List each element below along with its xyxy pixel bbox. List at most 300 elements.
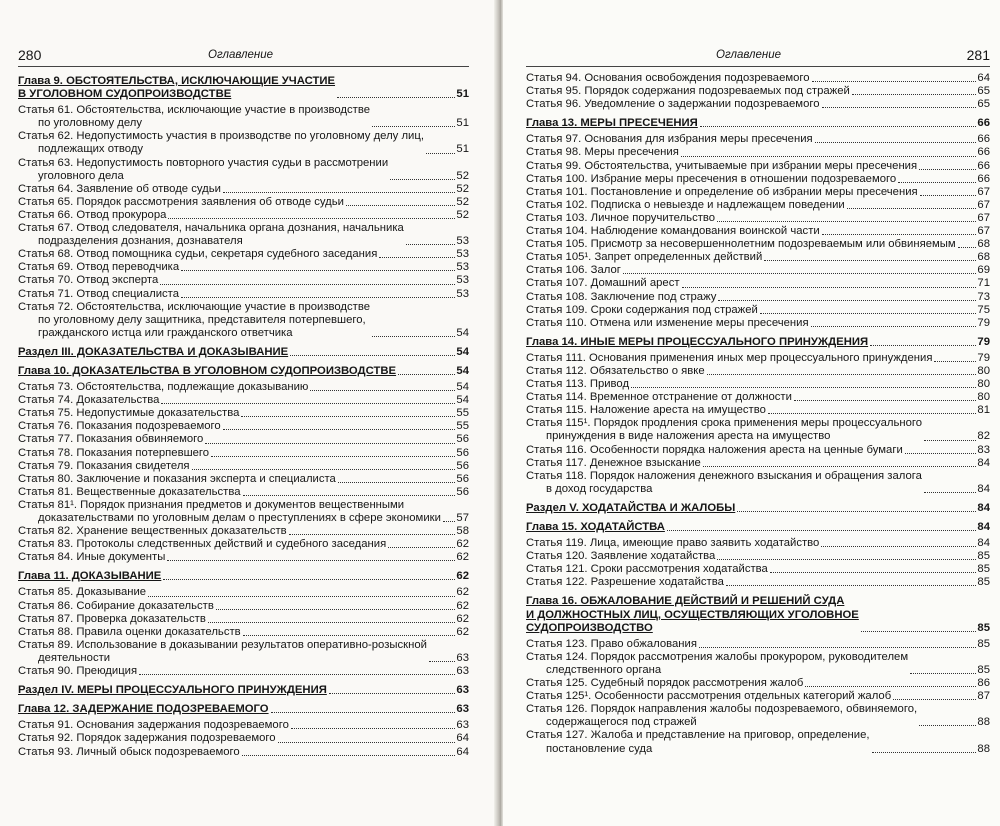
toc-entry <box>18 274 469 287</box>
dot-leader <box>223 191 455 193</box>
dot-leader <box>910 672 976 674</box>
toc-page-number: 55 <box>456 407 469 420</box>
toc-entry <box>18 222 469 248</box>
dot-leader <box>699 646 976 648</box>
dot-leader <box>870 344 976 346</box>
dot-leader <box>707 373 977 375</box>
toc-entry <box>18 499 469 525</box>
dot-leader <box>426 152 455 154</box>
toc-entry <box>526 98 990 111</box>
toc-entry <box>526 378 990 391</box>
toc-entry <box>18 183 469 196</box>
toc-entry-line: в доход государства <box>546 482 653 495</box>
dot-leader <box>243 634 456 636</box>
toc-entry-title <box>18 274 158 287</box>
toc-entry-title <box>526 251 762 264</box>
toc-entry <box>526 225 990 238</box>
toc-entry-line: Статья 93. Личный обыск подозреваемого <box>18 745 240 758</box>
dot-leader <box>242 754 456 756</box>
toc-entry <box>526 563 990 576</box>
toc-entry-title <box>526 238 956 251</box>
toc-page-number: 73 <box>977 290 990 303</box>
toc-page-number: 69 <box>977 264 990 277</box>
dot-leader <box>398 373 455 375</box>
toc-entry-title <box>526 212 715 225</box>
dot-leader <box>271 711 456 713</box>
toc-page-number: 56 <box>456 459 469 472</box>
dot-leader <box>379 256 455 258</box>
toc-entry-line: Статья 72. Обстоятельства, исключающие участие в производстве <box>18 300 370 313</box>
running-head-title: Оглавление <box>208 49 273 61</box>
toc-entry-line: Статья 83. Протоколы следственных действий и судебного заседания <box>18 538 387 551</box>
page-number: 281 <box>966 47 990 63</box>
toc-entry <box>526 404 990 417</box>
toc-page-number: 66 <box>977 172 990 185</box>
toc-page-number: 84 <box>977 501 990 514</box>
toc-page-number: 85 <box>977 663 990 676</box>
toc-entry-line: Глава 9. ОБСТОЯТЕЛЬСТВА, ИСКЛЮЧАЮЩИЕ УЧАСТИЕ <box>18 75 336 87</box>
toc-entry-line: Статья 102. Подписка о невыезде и надлежащем поведении <box>526 198 845 211</box>
toc-page-number: 88 <box>977 742 990 755</box>
toc-entry-line: Статья 61. Обстоятельства, исключающие участие в производстве <box>18 104 370 117</box>
running-header <box>526 47 990 67</box>
toc-entry-line: Статья 122. Разрешение ходатайства <box>526 576 724 589</box>
toc-entry <box>18 420 469 433</box>
toc-heading <box>18 684 469 697</box>
toc-page-number: 53 <box>456 235 469 248</box>
toc-entry-title <box>18 104 370 130</box>
toc-page-number: 53 <box>456 287 469 300</box>
toc-entry <box>526 729 990 755</box>
dot-leader <box>760 312 977 314</box>
toc-entry-title <box>526 502 735 515</box>
toc-entry <box>18 381 469 394</box>
toc-entry <box>526 444 990 457</box>
dot-leader <box>919 724 976 726</box>
dot-leader <box>726 584 977 586</box>
toc-entry <box>18 746 469 759</box>
toc-entry-title <box>18 719 289 732</box>
toc-page-number: 67 <box>977 185 990 198</box>
toc-entry-title <box>526 98 820 111</box>
toc-page-number: 63 <box>456 665 469 678</box>
toc-entry-title <box>526 576 724 589</box>
dot-leader <box>289 533 456 535</box>
toc-entry-line: Статья 65. Порядок рассмотрения заявления об отводе судьи <box>18 195 344 208</box>
toc-entry-line: Статья 68. Отвод помощника судьи, секретаря судебного заседания <box>18 248 378 261</box>
running-header <box>18 47 469 67</box>
toc-page-number: 71 <box>977 277 990 290</box>
toc-entry <box>526 251 990 264</box>
toc-entry-line: Статья 73. Обстоятельства, подлежащие доказыванию <box>18 381 309 394</box>
toc-entry-line: следственного органа <box>546 663 662 676</box>
toc-entry-line: Статья 87. Проверка доказательств <box>18 612 206 625</box>
dot-leader <box>822 106 977 108</box>
toc-entry-title <box>18 626 241 639</box>
toc-page-number: 53 <box>456 261 469 274</box>
toc-entry-line: Статья 63. Недопустимость повторного участия судьи в рассмотрении <box>18 156 389 169</box>
toc-page-number: 52 <box>456 208 469 221</box>
toc-page-number: 65 <box>977 85 990 98</box>
toc-entry-line: Статья 101. Постановление и определение об избрании меры пресечения <box>526 185 918 198</box>
toc-entry-line: постановление суда <box>546 742 653 755</box>
toc-entry <box>18 719 469 732</box>
dot-leader <box>700 125 977 127</box>
toc-entry <box>526 146 990 159</box>
dot-leader <box>764 259 976 261</box>
toc-entry <box>526 304 990 317</box>
toc-entry <box>18 407 469 420</box>
dot-leader <box>682 286 977 288</box>
toc-entry <box>18 196 469 209</box>
toc-page-number: 86 <box>977 677 990 690</box>
toc-page-number: 66 <box>977 159 990 172</box>
toc-entry-title <box>526 133 813 146</box>
toc-entry <box>526 133 990 146</box>
toc-page-number: 63 <box>456 684 469 697</box>
toc-entry-title <box>526 537 819 550</box>
dot-leader <box>924 491 977 493</box>
dot-leader <box>181 296 455 298</box>
toc-entry-line: Глава 15. ХОДАТАЙСТВА <box>526 521 665 533</box>
dot-leader <box>821 545 976 547</box>
dot-leader <box>291 727 456 729</box>
toc-page-number: 85 <box>977 563 990 576</box>
toc-entry-line: Статья 125¹. Особенности рассмотрения отдельных категорий жалоб <box>526 690 892 703</box>
toc-page-number: 62 <box>456 599 469 612</box>
toc-entry-line: Статья 95. Порядок содержания подозреваемых под стражей <box>526 85 850 98</box>
toc-entry-line: Статья 115. Наложение ареста на имущество <box>526 404 766 417</box>
dot-leader <box>822 233 977 235</box>
toc-entry-line: Статья 125. Судебный порядок рассмотрения жалоб <box>526 677 804 690</box>
toc-page-number: 51 <box>456 143 469 156</box>
toc-entry-title <box>526 595 859 634</box>
toc-entry <box>526 352 990 365</box>
toc-entry <box>526 199 990 212</box>
toc-entry <box>18 130 469 156</box>
dot-leader <box>905 452 977 454</box>
toc-page-number: 79 <box>977 351 990 364</box>
toc-entry-title <box>18 75 335 101</box>
toc-entry <box>526 238 990 251</box>
toc-page-number: 62 <box>456 586 469 599</box>
toc-entry-title <box>18 600 214 613</box>
dot-leader <box>329 692 456 694</box>
toc-page-number: 62 <box>456 570 469 583</box>
toc-page-number: 54 <box>456 345 469 358</box>
running-head-title: Оглавление <box>716 49 781 61</box>
toc-page-number: 85 <box>977 621 990 634</box>
toc-page-number: 56 <box>456 485 469 498</box>
toc-entry-title <box>526 146 679 159</box>
toc-page-number: 81 <box>977 404 990 417</box>
toc-entry-title <box>526 160 917 173</box>
toc-entry <box>18 209 469 222</box>
toc-entry-title <box>18 261 179 274</box>
toc-entry <box>526 291 990 304</box>
dot-leader <box>192 468 456 470</box>
toc-entry <box>526 391 990 404</box>
toc-entry-line: Статья 91. Основания задержания подозреваемого <box>18 719 289 732</box>
dot-leader <box>310 389 455 391</box>
toc-entry-line: Статья 67. Отвод следователя, начальника органа дознания, начальника <box>18 222 404 235</box>
toc-entry <box>526 690 990 703</box>
toc-entry <box>18 157 469 183</box>
toc-entry-title <box>526 72 810 85</box>
toc-entry-title <box>18 486 241 499</box>
dot-leader <box>160 283 455 285</box>
toc-list-left <box>18 72 469 759</box>
dot-leader <box>717 220 976 222</box>
toc-entry-title <box>526 677 803 690</box>
dot-leader <box>768 412 977 414</box>
toc-page-number: 56 <box>456 433 469 446</box>
toc-entry-line: уголовного дела <box>38 169 124 182</box>
toc-entry <box>526 470 990 496</box>
dot-leader <box>623 272 977 274</box>
toc-page-number: 52 <box>456 195 469 208</box>
toc-entry-title <box>18 473 336 486</box>
toc-heading <box>526 595 990 634</box>
toc-entry-line: Статья 124. Порядок рассмотрения жалобы прокурором, руководителем <box>526 650 909 663</box>
toc-entry-title <box>18 538 386 551</box>
toc-entry-title <box>526 703 917 729</box>
toc-entry <box>526 317 990 330</box>
toc-entry <box>526 264 990 277</box>
toc-entry-title <box>18 499 441 525</box>
toc-entry-line: Статья 96. Уведомление о задержании подозреваемого <box>526 98 820 111</box>
toc-page-number: 62 <box>456 612 469 625</box>
toc-entry-title <box>18 407 239 420</box>
toc-page-number: 79 <box>977 335 990 348</box>
toc-entry <box>526 677 990 690</box>
toc-page-number: 85 <box>977 576 990 589</box>
toc-entry-title <box>526 365 705 378</box>
toc-entry-line: Статья 110. Отмена или изменение меры пресечения <box>526 316 809 329</box>
toc-heading <box>526 336 990 349</box>
toc-entry-line: Статья 80. Заключение и показания эксперта и специалиста <box>18 472 336 485</box>
toc-page-number: 52 <box>456 169 469 182</box>
toc-entry <box>18 525 469 538</box>
toc-entry-line: Статья 100. Избрание меры пресечения в отношении подозреваемого <box>526 172 897 185</box>
toc-entry-line: Статья 94. Основания освобождения подозреваемого <box>526 72 810 84</box>
dot-leader <box>429 660 456 662</box>
toc-entry-title <box>18 732 276 745</box>
toc-entry-title <box>18 433 203 446</box>
dot-leader <box>815 141 977 143</box>
toc-entry-title <box>526 317 809 330</box>
toc-entry-title <box>526 173 896 186</box>
toc-heading <box>18 75 469 101</box>
toc-page-number: 64 <box>977 72 990 84</box>
toc-entry <box>18 551 469 564</box>
toc-entry-title <box>18 365 396 378</box>
toc-entry-line: В УГОЛОВНОМ СУДОПРОИЗВОДСТВЕ <box>18 88 232 101</box>
toc-page-number: 66 <box>977 146 990 159</box>
toc-entry-title <box>526 225 820 238</box>
toc-entry-line: Статья 105. Присмотр за несовершеннолетним подозреваемым или обвиняемым <box>526 238 956 251</box>
toc-entry <box>526 550 990 563</box>
toc-heading <box>18 365 469 378</box>
toc-entry-title <box>18 183 221 196</box>
toc-entry-title <box>18 746 240 759</box>
toc-entry-title <box>526 563 768 576</box>
toc-entry-line: Статья 71. Отвод специалиста <box>18 287 179 300</box>
dot-leader <box>388 546 455 548</box>
dot-leader <box>811 325 977 327</box>
dot-leader <box>148 595 455 597</box>
toc-page-number: 62 <box>456 625 469 638</box>
dot-leader <box>770 571 977 573</box>
toc-entry-line: Статья 117. Денежное взыскание <box>526 456 701 469</box>
toc-entry-title <box>18 394 159 407</box>
toc-entry <box>18 104 469 130</box>
toc-entry <box>526 537 990 550</box>
toc-entry-title <box>18 525 287 538</box>
toc-entry <box>18 447 469 460</box>
toc-entry-line: по уголовному делу защитника, представителя потерпевшего, <box>38 313 366 326</box>
toc-page-number: 67 <box>977 211 990 224</box>
toc-entry-line: Статья 81. Вещественные доказательства <box>18 485 241 498</box>
toc-entry-line: по уголовному делу <box>38 117 143 130</box>
toc-entry-line: Статья 123. Право обжалования <box>526 637 697 650</box>
toc-page-number: 88 <box>977 716 990 729</box>
toc-entry <box>18 613 469 626</box>
toc-page-number: 54 <box>456 381 469 394</box>
toc-entry <box>18 261 469 274</box>
dot-leader <box>346 204 455 206</box>
toc-entry <box>526 703 990 729</box>
toc-page-number: 66 <box>977 117 990 130</box>
toc-entry-line: Статья 64. Заявление об отводе судьи <box>18 182 221 195</box>
toc-entry-title <box>526 690 891 703</box>
toc-entry-title <box>526 352 932 365</box>
toc-entry <box>18 586 469 599</box>
toc-entry <box>526 365 990 378</box>
toc-entry-line: Статья 112. Обязательство о явке <box>526 364 705 377</box>
toc-heading <box>18 703 469 716</box>
toc-entry-title <box>526 470 922 496</box>
toc-entry <box>18 394 469 407</box>
toc-heading <box>526 502 990 515</box>
toc-entry-title <box>18 157 388 183</box>
dot-leader <box>168 217 455 219</box>
left-page <box>0 0 497 826</box>
toc-page-number: 67 <box>977 198 990 211</box>
toc-entry-line: Статья 90. Преюдиция <box>18 665 138 678</box>
toc-entry-title <box>18 381 308 394</box>
toc-page-number: 51 <box>456 88 469 101</box>
dot-leader <box>812 80 977 82</box>
toc-page-number: 54 <box>456 394 469 407</box>
toc-entry-line: Статья 89. Использование в доказывании результатов оперативно-розыскной <box>18 638 427 651</box>
toc-page-number: 55 <box>456 420 469 433</box>
toc-entry-line: Статья 78. Показания потерпевшего <box>18 446 210 459</box>
toc-page-number: 64 <box>456 732 469 745</box>
toc-entry <box>526 212 990 225</box>
toc-page-number: 58 <box>456 525 469 538</box>
toc-page-number: 57 <box>456 512 469 524</box>
toc-entry-line: Статья 97. Основания для избрания меры пресечения <box>526 133 813 146</box>
dot-leader <box>898 181 976 183</box>
dot-leader <box>934 360 976 362</box>
toc-entry-line: Статья 99. Обстоятельства, учитываемые при избрании меры пресечения <box>526 159 918 172</box>
toc-page-number: 80 <box>977 364 990 377</box>
toc-page-number: 52 <box>456 182 469 195</box>
toc-page-number: 63 <box>456 719 469 732</box>
toc-page-number: 79 <box>977 316 990 329</box>
toc-entry-title <box>18 346 288 359</box>
toc-page-number: 54 <box>456 364 469 377</box>
dot-leader <box>805 685 976 687</box>
toc-entry-line: подразделения дознания, дознавателя <box>38 235 243 248</box>
toc-entry-title <box>18 130 424 156</box>
toc-entry-line: Глава 11. ДОКАЗЫВАНИЕ <box>18 570 162 583</box>
dot-leader <box>390 178 455 180</box>
toc-entry-line: Глава 16. ОБЖАЛОВАНИЕ ДЕЙСТВИЙ И РЕШЕНИЙ СУДА <box>526 595 845 608</box>
toc-entry-title <box>18 703 269 716</box>
toc-entry-line: Статья 121. Сроки рассмотрения ходатайства <box>526 563 768 576</box>
toc-entry-title <box>526 457 701 470</box>
toc-entry-line: Статья 70. Отвод эксперта <box>18 274 159 287</box>
toc-entry-line: принуждения в виде наложения ареста на имущество <box>546 430 831 443</box>
dot-leader <box>847 207 977 209</box>
dot-leader <box>718 299 976 301</box>
toc-entry-title <box>526 186 918 199</box>
toc-page-number: 84 <box>977 521 990 533</box>
toc-entry <box>526 72 990 85</box>
toc-entry-title <box>526 417 922 443</box>
toc-page-number: 83 <box>977 443 990 456</box>
toc-page-number: 87 <box>977 690 990 703</box>
dot-leader <box>920 194 977 196</box>
toc-entry-title <box>526 117 698 130</box>
toc-page-number: 54 <box>456 326 469 339</box>
dot-leader <box>205 442 455 444</box>
toc-entry-line: Статья 88. Правила оценки доказательств <box>18 625 241 638</box>
toc-entry-line: Раздел III. ДОКАЗАТЕЛЬСТВА И ДОКАЗЫВАНИЕ <box>18 345 289 358</box>
toc-entry-line: Статья 74. Доказательства <box>18 394 160 407</box>
toc-entry <box>18 301 469 340</box>
toc-entry-line: Статья 79. Показания свидетеля <box>18 459 190 472</box>
toc-entry-title <box>526 404 766 417</box>
toc-page-number: 53 <box>456 274 469 287</box>
toc-entry-title <box>526 277 680 290</box>
toc-entry-line: СУДОПРОИЗВОДСТВО <box>526 621 653 634</box>
toc-entry-title <box>18 613 206 626</box>
dot-leader <box>667 529 977 531</box>
toc-heading <box>18 346 469 359</box>
toc-entry-title <box>18 447 209 460</box>
toc-entry-line: Статья 111. Основания применения иных мер процессуального принуждения <box>526 351 933 364</box>
toc-entry-line: подлежащих отводу <box>38 143 144 156</box>
toc-heading <box>526 117 990 130</box>
dot-leader <box>163 578 455 580</box>
toc-entry-title <box>526 521 665 534</box>
toc-entry <box>18 639 469 665</box>
page-number: 280 <box>18 47 42 63</box>
toc-entry <box>18 538 469 551</box>
toc-entry <box>526 651 990 677</box>
dot-leader <box>406 243 456 245</box>
toc-entry-line: доказательствами по уголовным делам о преступлениях в сфере экономики <box>38 512 441 524</box>
toc-entry-title <box>18 665 137 678</box>
toc-entry <box>526 85 990 98</box>
toc-entry-title <box>526 638 697 651</box>
toc-entry-title <box>18 684 327 697</box>
toc-entry-title <box>526 264 621 277</box>
toc-entry-title <box>18 288 179 301</box>
